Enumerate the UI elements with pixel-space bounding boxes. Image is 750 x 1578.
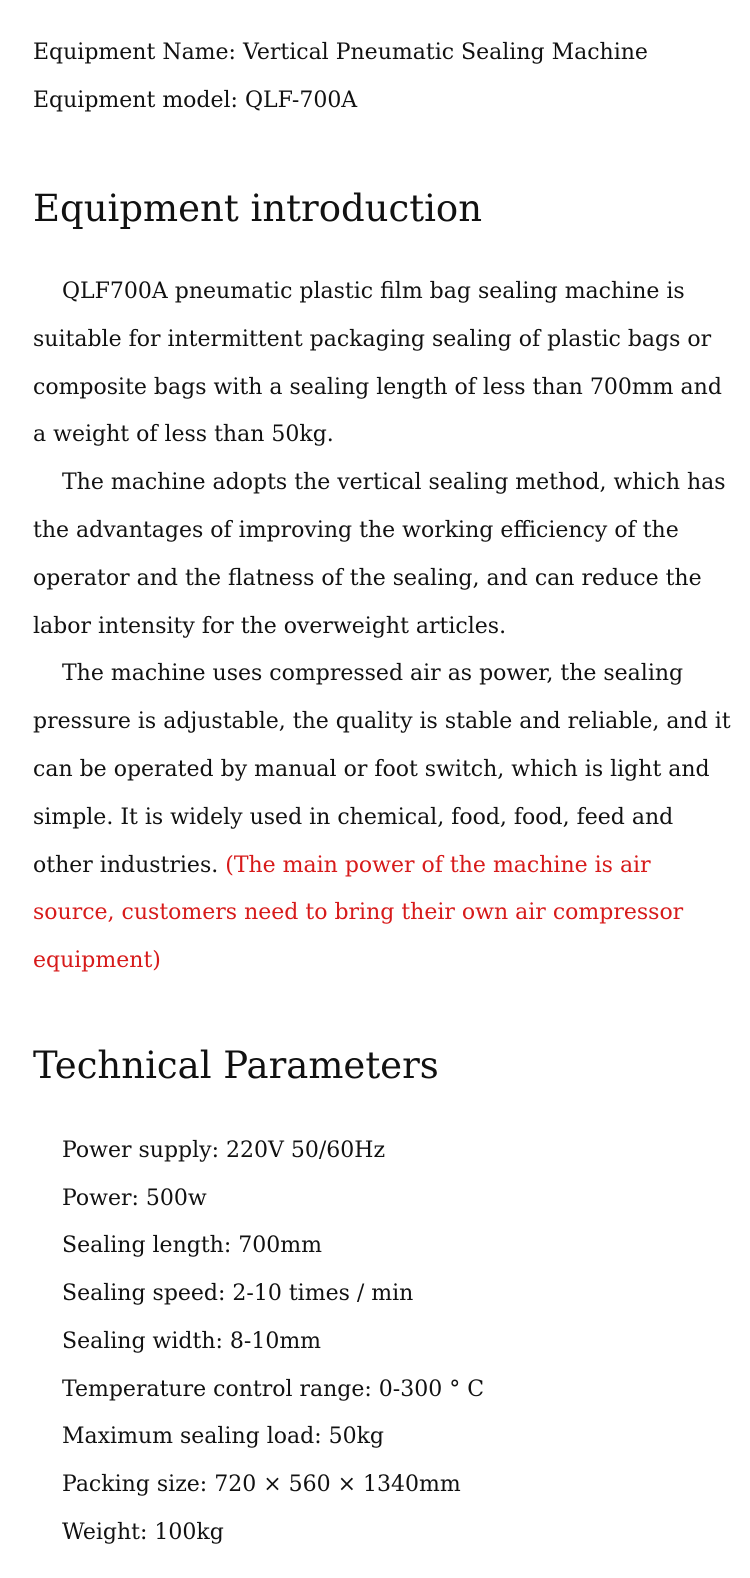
air-source-note: (The main power of the machine is air source, customers need to bring their own air compressor equipment) — [33, 852, 684, 974]
technical-parameters-heading: Technical Parameters — [33, 1044, 439, 1087]
equipment-model: Equipment model: QLF-700A — [33, 88, 358, 113]
parameter-item: Temperature control range: 0-300 ° C — [62, 1376, 485, 1402]
parameter-item: Weight: 100kg — [62, 1519, 224, 1545]
intro-paragraph — [33, 650, 733, 985]
introduction-body — [33, 268, 733, 985]
intro-paragraph-text: The machine uses compressed air as power, the sealing pressure is adjustable, the quality is stable and reliable, and it can be operated by manual or foot switch, which is light and simple. It is widely used in chemical, food, food, feed and other industries. — [33, 661, 731, 878]
parameter-item: Sealing length: 700mm — [62, 1233, 322, 1259]
parameter-list — [62, 1127, 484, 1556]
parameter-item: Power supply: 220V 50/60Hz — [62, 1138, 386, 1163]
parameter-item: Power: 500w — [62, 1185, 207, 1211]
parameter-item: Maximum sealing load: 50kg — [62, 1424, 385, 1450]
equipment-name: Equipment Name: Vertical Pneumatic Sealing Machine — [33, 40, 648, 65]
intro-paragraph: The machine adopts the vertical sealing method, which has the advantages of improving the working efficiency of the operator and the flatness of the sealing, and can reduce the labor intensity for the overweight articles. — [33, 470, 726, 639]
parameter-item: Sealing width: 8-10mm — [62, 1328, 322, 1354]
parameter-item: Packing size: 720 × 560 × 1340mm — [62, 1471, 461, 1497]
intro-paragraph: QLF700A pneumatic plastic film bag sealing machine is suitable for intermittent packaging sealing of plastic bags or composite bags with a sealing length of less than 700mm and a weight of less than 50kg. — [33, 279, 722, 448]
parameter-item: Sealing speed: 2-10 times / min — [62, 1281, 414, 1307]
introduction-heading: Equipment introduction — [33, 187, 483, 230]
